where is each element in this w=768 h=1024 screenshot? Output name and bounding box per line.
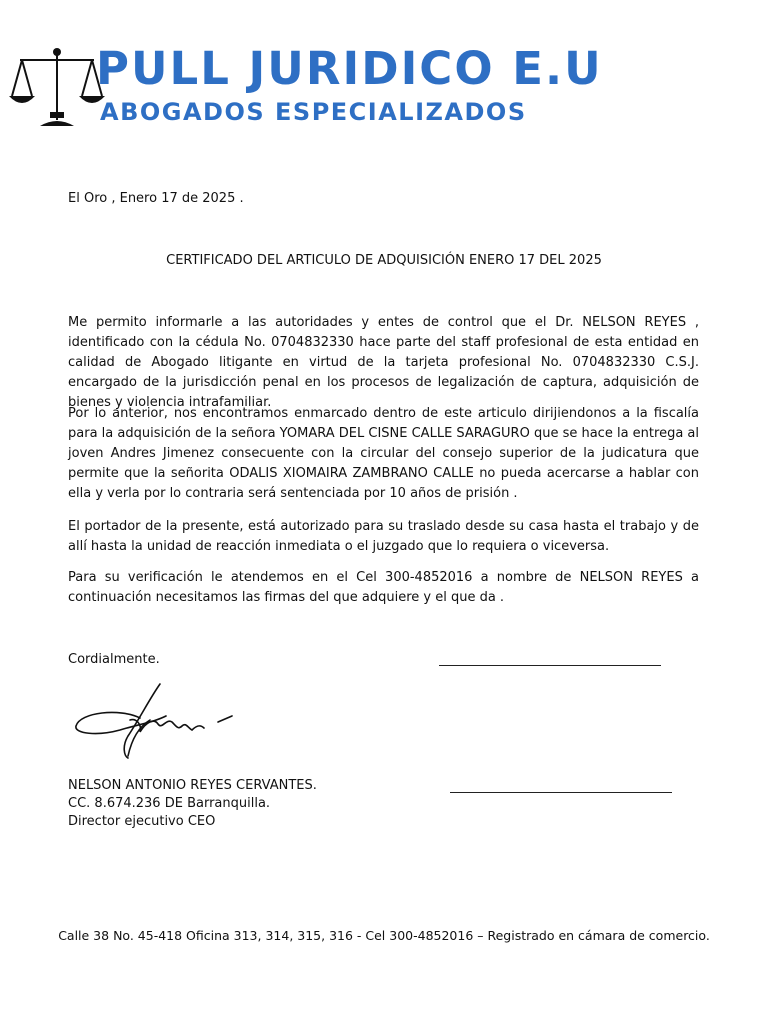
signer-id: CC. 8.674.236 DE Barranquilla. — [68, 796, 271, 811]
signature-line-giver — [450, 792, 672, 793]
paragraph-1: Me permito informarle a las autoridades y entes de control que el Dr. NELSON REYES , identificado con la cédula No. 0704832330 hace parte del staff profesional de esta entidad en calidad de Abogado litigante en virtud de la tarjeta profesional No. 0704832330 C.S.J. encargado de la jurisdicción penal en los procesos de legalización de captura, adquisición de bienes y violencia intrafamiliar. — [68, 315, 699, 410]
brand-title: PULL JURIDICO E.U — [96, 42, 603, 95]
signer-block — [68, 777, 317, 831]
signature-line-acquirer — [439, 665, 661, 666]
closing: Cordialmente. — [68, 652, 160, 667]
paragraph-4: Para su verificación le atendemos en el Cel 300-4852016 a nombre de NELSON REYES a continuación necesitamos las firmas del que adquiere y el que da . — [68, 570, 699, 605]
balance-scale-icon — [6, 46, 108, 130]
handwritten-signature — [70, 678, 250, 763]
brand-subtitle: ABOGADOS ESPECIALIZADOS — [100, 98, 527, 126]
document-heading: CERTIFICADO DEL ARTICULO DE ADQUISICIÓN ENERO 17 DEL 2025 — [166, 253, 602, 268]
signer-name: NELSON ANTONIO REYES CERVANTES. — [68, 778, 317, 793]
signer-role: Director ejecutivo CEO — [68, 814, 216, 829]
paragraph-2: Por lo anterior, nos encontramos enmarcado dentro de este articulo dirijiendonos a la fiscalía para la adquisición de la señora YOMARA DEL CISNE CALLE SARAGURO que se hace la entrega al joven Andres Jimenez consecuente con la circular del consejo superior de la judicatura que permite que la señorita ODALIS XIOMAIRA ZAMBRANO CALLE no pueda acercarse a hablar con ella y verla por lo contraria será sentenciada por 10 años de prisión . — [68, 406, 699, 501]
date-line: El Oro , Enero 17 de 2025 . — [68, 191, 244, 206]
paragraph-3: El portador de la presente, está autorizado para su traslado desde su casa hasta el trabajo y de allí hasta la unidad de reacción inmediata o el juzgado que lo requiera o viceversa. — [68, 519, 699, 554]
footer-address: Calle 38 No. 45-418 Oficina 313, 314, 315, 316 - Cel 300-4852016 – Registrado en cámara de comercio. — [58, 928, 710, 943]
